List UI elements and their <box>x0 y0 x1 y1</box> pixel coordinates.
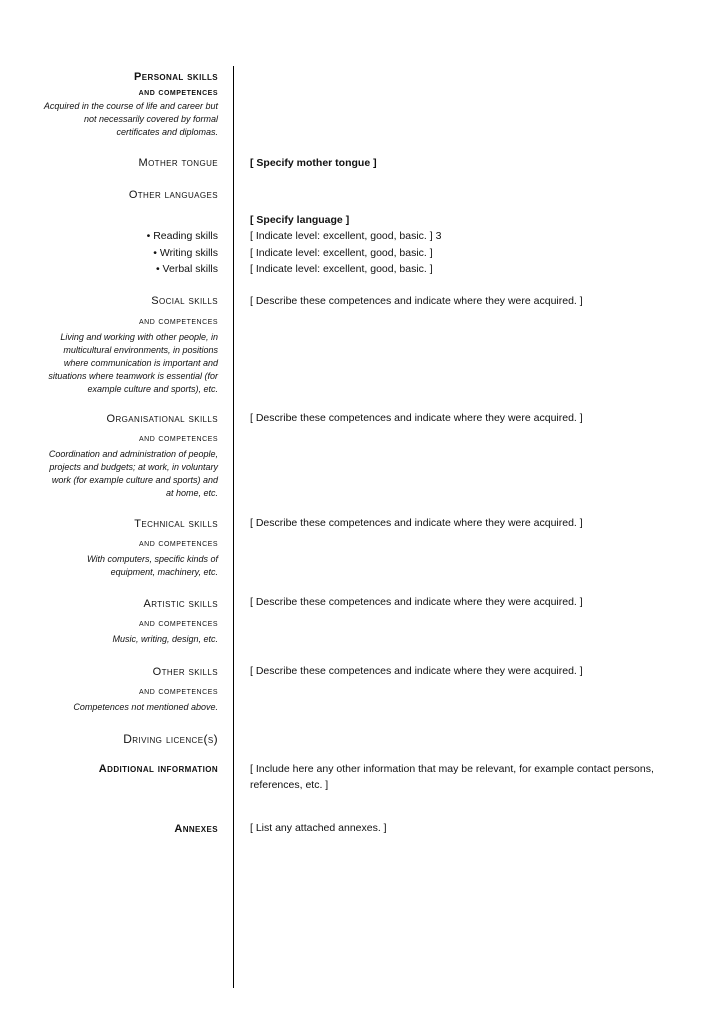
other-skills-heading: Other skills <box>152 666 218 678</box>
artistic-skills-subheading: and competences <box>139 618 218 629</box>
personal-skills-heading: Personal skills <box>134 71 218 83</box>
mother-tongue-label: Mother tongue <box>138 157 218 169</box>
writing-skills-label: • Writing skills <box>153 247 218 259</box>
column-divider <box>233 66 234 988</box>
organisational-skills-subheading: and competences <box>139 433 218 444</box>
verbal-skills-label: • Verbal skills <box>155 263 218 275</box>
organisational-skills-description: Coordination and administration of people, projects and budgets; at work, in voluntary work (for example culture and sports) and at home, etc. <box>48 449 218 498</box>
technical-skills-description: With computers, specific kinds of equipment, machinery, etc. <box>87 554 218 577</box>
technical-skills-heading: Technical skills <box>134 518 218 530</box>
driving-licence-heading: Driving licence(s) <box>123 732 218 746</box>
other-skills-description: Competences not mentioned above. <box>73 702 218 712</box>
technical-skills-subheading: and competences <box>139 538 218 549</box>
annexes-heading: Annexes <box>174 823 218 835</box>
verbal-skills-value: [ Indicate level: excellent, good, basic. ] <box>250 263 433 275</box>
personal-skills-description: Acquired in the course of life and career but not necessarily covered by formal certificates and diplomas. <box>43 101 218 137</box>
artistic-skills-description: Music, writing, design, etc. <box>112 634 218 644</box>
social-skills-value: [ Describe these competences and indicate where they were acquired. ] <box>250 295 583 307</box>
annexes-value: [ List any attached annexes. ] <box>250 822 387 834</box>
artistic-skills-heading: Artistic skills <box>143 598 218 610</box>
other-languages-label: Other languages <box>128 189 218 201</box>
reading-skills-value: [ Indicate level: excellent, good, basic. ] 3 <box>250 230 442 242</box>
personal-skills-subheading: and competences <box>138 87 218 98</box>
organisational-skills-heading: Organisational skills <box>106 413 218 425</box>
language-value: [ Specify language ] <box>250 214 350 226</box>
social-skills-heading: Social skills <box>151 295 218 307</box>
social-skills-description: Living and working with other people, in multicultural environments, in positions where communication is important and situations where teamwork is essential (for example culture and sports), etc. <box>48 332 218 394</box>
social-skills-subheading: and competences <box>139 316 218 327</box>
reading-skills-label: • Reading skills <box>146 230 218 242</box>
artistic-skills-value: [ Describe these competences and indicate where they were acquired. ] <box>250 596 583 608</box>
additional-information-value: [ Include here any other information that may be relevant, for example contact persons, references, etc. ] <box>250 763 654 791</box>
additional-information-heading: Additional information <box>98 763 218 775</box>
technical-skills-value: [ Describe these competences and indicate where they were acquired. ] <box>250 517 583 529</box>
writing-skills-value: [ Indicate level: excellent, good, basic. ] <box>250 247 433 259</box>
organisational-skills-value: [ Describe these competences and indicate where they were acquired. ] <box>250 412 583 424</box>
mother-tongue-value: [ Specify mother tongue ] <box>250 157 377 169</box>
other-skills-value: [ Describe these competences and indicate where they were acquired. ] <box>250 665 583 677</box>
other-skills-subheading: and competences <box>139 686 218 697</box>
